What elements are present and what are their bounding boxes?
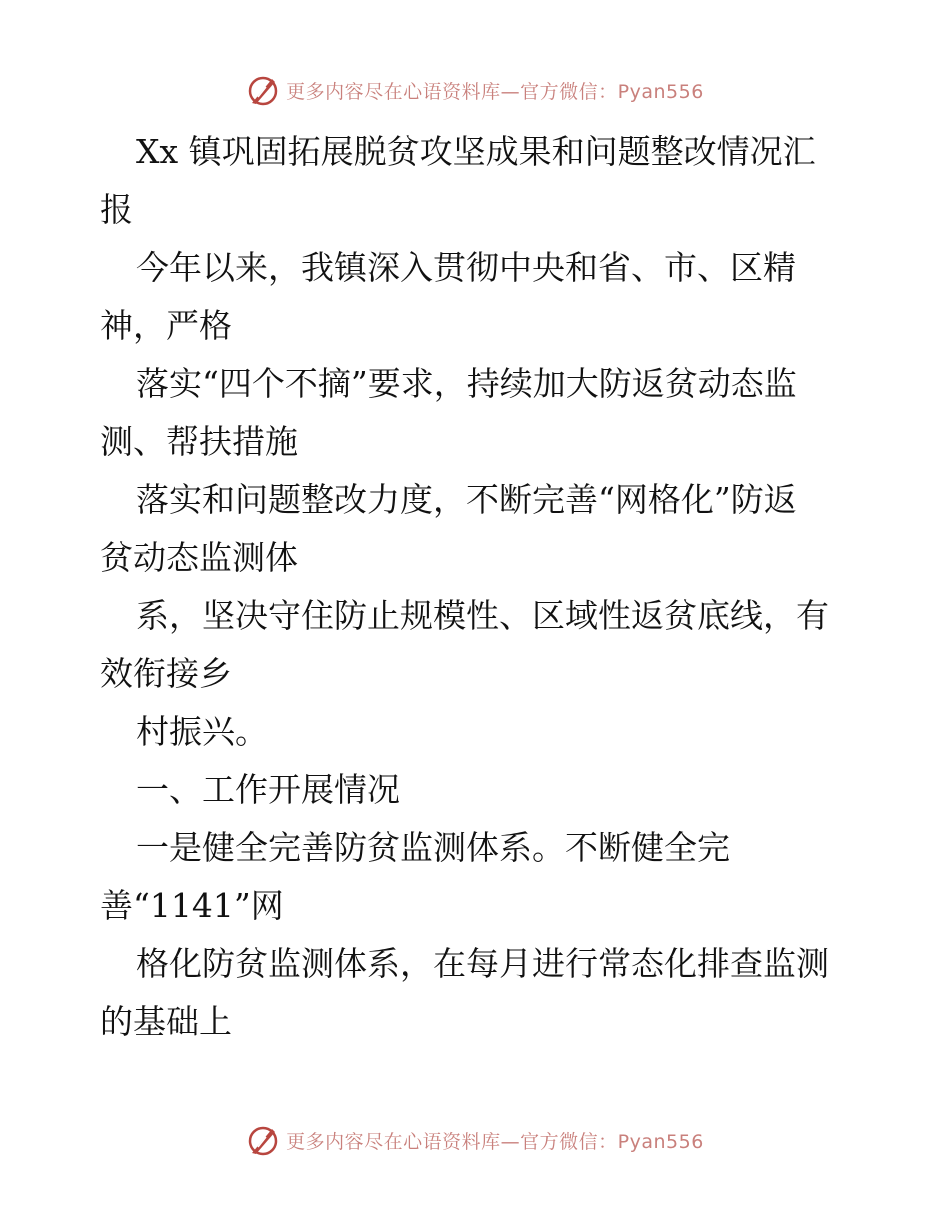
- watermark-text: 更多内容尽在心语资料库—官方微信：Pyan556: [286, 1130, 704, 1153]
- document-title-line-2: 报: [100, 190, 133, 229]
- paragraph-line: 善“1141”网: [100, 886, 284, 925]
- paragraph-line: 贫动态监测体: [100, 538, 298, 577]
- document-title-line-1: Xx 镇巩固拓展脱贫攻坚成果和问题整改情况汇: [136, 132, 816, 171]
- header-watermark: [0, 70, 950, 110]
- watermark-text: 更多内容尽在心语资料库—官方微信：Pyan556: [286, 80, 704, 103]
- paragraph-line: 系，坚决守住防止规模性、区域性返贫底线，有: [136, 596, 829, 635]
- quill-logo-icon: [246, 73, 280, 107]
- section-heading: 一、工作开展情况: [136, 770, 400, 809]
- paragraph-line: 落实“四个不摘”要求，持续加大防返贫动态监: [136, 364, 797, 403]
- quill-logo-icon: [246, 1123, 280, 1157]
- paragraph-line: 神，严格: [100, 306, 232, 345]
- paragraph-line: 落实和问题整改力度，不断完善“网格化”防返: [136, 480, 797, 519]
- footer-watermark: [0, 1120, 950, 1160]
- paragraph-line: 测、帮扶措施: [100, 422, 298, 461]
- paragraph-line: 一是健全完善防贫监测体系。不断健全完: [136, 828, 730, 867]
- paragraph-line: 的基础上: [100, 1002, 232, 1041]
- paragraph-line: 格化防贫监测体系，在每月进行常态化排查监测: [136, 944, 829, 983]
- paragraph-line: 今年以来，我镇深入贯彻中央和省、市、区精: [136, 248, 796, 287]
- paragraph-line: 村振兴。: [136, 712, 268, 751]
- paragraph-line: 效衔接乡: [100, 654, 232, 693]
